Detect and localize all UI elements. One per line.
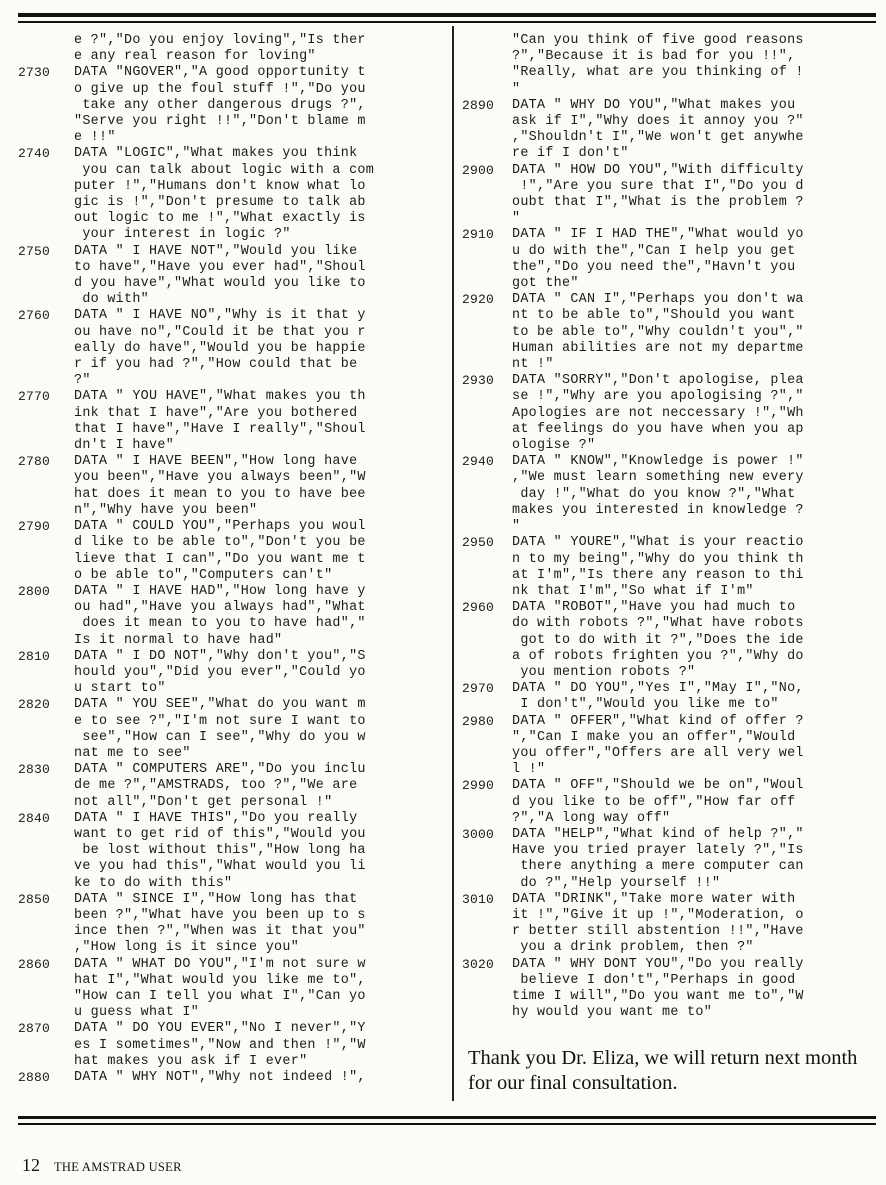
code-text: DATA " I HAVE BEEN","How long have you been","Have you always been","W hat does it mean to you to have bee n","Why have you been" [74,454,366,518]
line-number: 2960 [462,600,495,616]
code-text: DATA "HELP","What kind of help ?"," Have you tried prayer lately ?","Is there anything a mere computer can do ?","Help yourself !!" [512,826,804,891]
code-statement [462,535,882,600]
code-text: DATA " HOW DO YOU","With difficulty !","Are you sure that I","Do you d oubt that I","What is the problem ? " [512,162,804,227]
code-statement [462,892,882,957]
line-number: 2750 [18,243,51,259]
code-statement [18,649,448,698]
line-number: 2910 [462,227,495,243]
code-statement [18,65,448,146]
code-statement [462,681,882,713]
code-text: DATA " WHAT DO YOU","I'm not sure w hat I","What would you like me to", "How can I tell you what I","Can yo u guess what I" [74,956,366,1021]
code-statement [18,244,448,309]
code-statement [462,827,882,892]
code-text: DATA " YOU HAVE","What makes you th ink that I have","Are you bothered that I have","Have I really","Shoul dn't I have" [74,389,366,454]
code-statement [18,389,448,454]
code-statement [18,892,448,957]
code-statement [18,811,448,892]
code-text: "Can you think of five good reasons ?","Because it is bad for you !!", "Really, what are you thinking of ! " [512,33,804,97]
code-text: DATA " I HAVE THIS","Do you really want to get rid of this","Would you be lost without this","How long ha ve you had this","What would you li ke to do with this" [74,810,366,891]
line-number: 2980 [462,713,495,729]
line-number: 2890 [462,97,495,113]
line-number: 2820 [18,697,51,713]
line-number: 2760 [18,308,51,324]
code-text: DATA " COMPUTERS ARE","Do you inclu de me ?","AMSTRADS, too ?","We are not all","Don't get personal !" [74,762,366,810]
code-statement [18,762,448,811]
line-number: 2730 [18,65,51,81]
code-statement [18,1070,448,1086]
code-statement [18,519,448,584]
line-number: 2740 [18,146,51,162]
top-rule-thick [18,13,876,17]
code-statement [462,373,882,454]
line-number: 2880 [18,1070,51,1085]
page-footer [22,1155,182,1176]
line-number: 2800 [18,583,51,599]
code-text: DATA " OFFER","What kind of offer ? ","Can I make you an offer","Would you offer","Offers are all very wel l !" [512,713,804,778]
code-statement [462,600,882,681]
line-number: 2950 [462,535,495,551]
code-text: DATA " DO YOU EVER","No I never","Y es I sometimes","Now and then !","W hat makes you ask if I ever" [74,1021,366,1069]
line-number: 2790 [18,519,51,535]
code-statement [462,163,882,228]
bottom-rule-thin [18,1123,876,1125]
code-text: DATA "DRINK","Take more water with it !","Give it up !","Moderation, o r better still abstention !!","Have you a drink problem, then ?" [512,891,804,956]
line-number: 3010 [462,891,495,907]
line-number: 2930 [462,373,495,389]
code-text: DATA " CAN I","Perhaps you don't wa nt to be able to","Should you want to be able to","Why couldn't you"," Human abilities are not my departme nt !" [512,292,804,373]
code-text: DATA "NGOVER","A good opportunity t o give up the foul stuff !","Do you take any other dangerous drugs ?", "Serve you right !!","Don't blame m e !!" [74,65,366,146]
code-text: DATA " I HAVE HAD","How long have y ou had","Have you always had","What does it mean to you to have had"," Is it normal to have had" [74,583,366,648]
code-statement [462,98,882,163]
code-statement [18,146,448,243]
code-text: DATA "LOGIC","What makes you think you can talk about logic with a com puter !","Humans don't know what lo gic is !","Don't presume to talk ab out logic to me !","What exactly is your interest in logic ?" [74,146,375,243]
code-statement [462,778,882,827]
column-divider [452,26,454,1101]
code-statement [18,308,448,389]
code-text: DATA " DO YOU","Yes I","May I","No, I don't","Would you like me to" [512,681,804,713]
code-statement [18,957,448,1022]
code-text: DATA " IF I HAD THE","What would yo u do with the","Can I help you get the","Do you need the","Havn't you got the" [512,227,804,292]
code-text: DATA " KNOW","Knowledge is power !" ,"We must learn something new every day !","What do you know ?","What makes you interested in knowledge ? " [512,454,804,535]
code-statement [18,697,448,762]
code-statement [18,454,448,519]
code-statement [18,33,448,65]
line-number: 2870 [18,1021,51,1037]
line-number: 2940 [462,454,495,470]
code-text: DATA " I HAVE NOT","Would you like to have","Have you ever had","Shoul d you have","What would you like to do with" [74,243,366,308]
line-number: 2830 [18,762,51,778]
line-number: 2860 [18,956,51,972]
code-statement [18,584,448,649]
top-rule-thin [18,21,876,23]
code-text: DATA " WHY DONT YOU","Do you really believe I don't","Perhaps in good time I will","Do you want me to","W hy would you want me to" [512,956,804,1021]
bottom-rule-thick [18,1116,876,1119]
code-text: DATA " I DO NOT","Why don't you","S hould you","Did you ever","Could yo u start to" [74,648,366,697]
code-statement [18,1021,448,1070]
line-number: 2970 [462,681,495,697]
code-text: DATA " OFF","Should we be on","Woul d you like to be off","How far off ?","A long way off" [512,778,804,826]
code-text: DATA " WHY NOT","Why not indeed !", [74,1070,366,1085]
line-number: 2850 [18,891,51,907]
publication-name: THE AMSTRAD USER [54,1160,182,1174]
code-statement [462,714,882,779]
code-text: DATA "SORRY","Don't apologise, plea se !","Why are you apologising ?"," Apologies are not neccessary !","Wh at feelings do you have when you ap ologise ?" [512,373,804,454]
code-text: e ?","Do you enjoy loving","Is ther e any real reason for loving" [74,33,366,65]
code-statement [462,957,882,1022]
line-number: 2810 [18,648,51,664]
line-number: 2770 [18,389,51,405]
closing-note: Thank you Dr. Eliza, we will return next month for our final consultation. [468,1047,858,1094]
code-text: DATA " YOURE","What is your reactio n to my being","Why do you think th at I'm","Is there any reason to thi nk that I'm","So what if I'm" [512,535,804,599]
line-number: 2840 [18,810,51,826]
line-number: 3020 [462,956,495,972]
line-number: 2900 [462,162,495,178]
line-number: 2990 [462,778,495,794]
right-code-column [462,33,882,1021]
code-text: DATA " WHY DO YOU","What makes you ask if I","Why does it annoy you ?" ,"Shouldn't I","We won't get anywhe re if I don't" [512,97,804,162]
code-text: DATA " I HAVE NO","Why is it that y ou have no","Could it be that you r eally do have","Would you be happie r if you had ?","How could that be ?" [74,308,366,389]
code-statement [462,33,882,98]
left-code-column [18,33,448,1086]
code-text: DATA " YOU SEE","What do you want m e to see ?","I'm not sure I want to see","How can I see","Why do you w nat me to see" [74,697,366,761]
line-number: 3000 [462,826,495,842]
code-text: DATA " SINCE I","How long has that been ?","What have you been up to s ince then ?","When was it that you" ,"How long is it since you" [74,891,366,956]
code-text: DATA "ROBOT","Have you had much to do with robots ?","What have robots got to do with it ?","Does the ide a of robots frighten you ?","Why do you mention robots ?" [512,600,804,680]
code-statement [462,227,882,292]
page-number: 12 [22,1155,40,1175]
code-statement [462,454,882,535]
code-text: DATA " COULD YOU","Perhaps you woul d like to be able to","Don't you be lieve that I can","Do you want me t o be able to","Computers can't" [74,519,366,583]
line-number: 2780 [18,454,51,470]
code-statement [462,292,882,373]
line-number: 2920 [462,292,495,308]
